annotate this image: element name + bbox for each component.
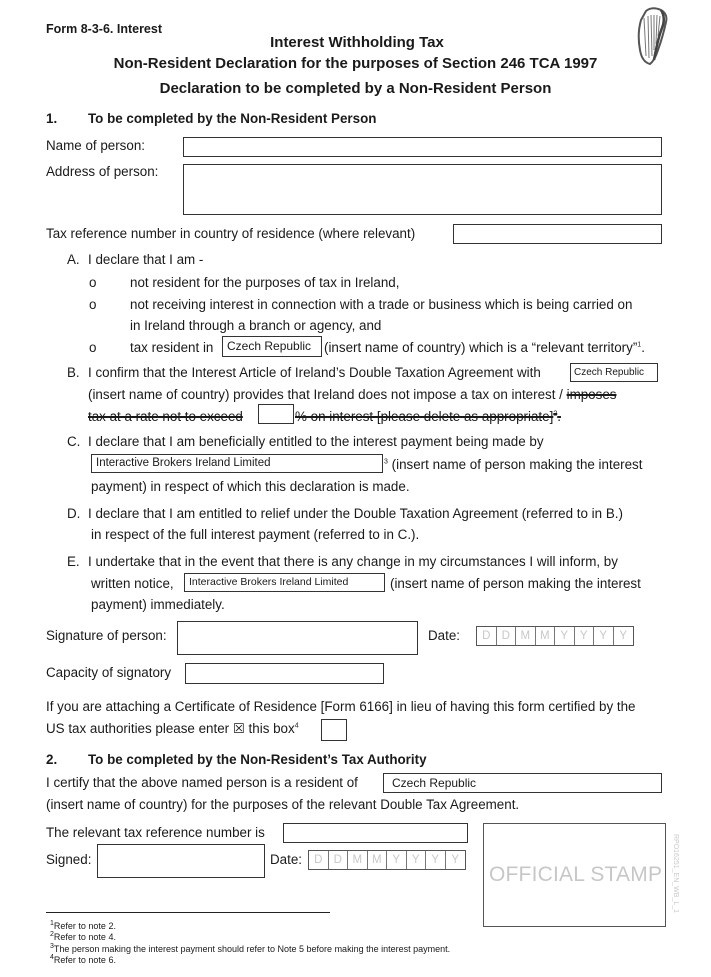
date-label: Date:: [428, 628, 461, 643]
footnote-4: $^4$Refer to note 6.: [50, 954, 116, 965]
form-code: RPO16251_EN_WB_L_1: [672, 834, 679, 913]
clause-d-letter: D.: [67, 506, 81, 521]
clause-c-letter: C.: [67, 434, 81, 449]
clause-b-line1: I confirm that the Interest Article of Ireland’s Double Taxation Agreement with: [88, 365, 541, 380]
tax-rate-input[interactable]: [258, 404, 294, 424]
authority-date-input[interactable]: [308, 850, 466, 870]
footnote-3: $^3$The person making the interest payment should refer to Note 5 before making the interest payment.: [50, 943, 451, 954]
form-title: Interest Withholding Tax: [270, 34, 444, 51]
capacity-input[interactable]: [185, 663, 384, 684]
clause-b-line3: tax at a rate not to exceed: [88, 409, 243, 424]
date-cell[interactable]: Y: [407, 851, 427, 869]
date-cell[interactable]: Y: [619, 630, 628, 642]
bullet-icon: o: [89, 297, 97, 312]
clause-a-item-1: not resident for the purposes of tax in Ireland,: [130, 275, 400, 290]
signature-input[interactable]: [177, 621, 418, 655]
authority-signature-input[interactable]: [97, 844, 265, 878]
date-cell[interactable]: M: [516, 627, 536, 645]
notify-payer-input[interactable]: Interactive Brokers Ireland Limited: [184, 573, 385, 592]
address-label: Address of person:: [46, 164, 159, 179]
section2-title: To be completed by the Non-Resident’s Tax Authority: [88, 752, 427, 767]
clause-c-line2-suffix: $^3$ (insert name of person making the interest: [384, 457, 643, 472]
certificate-checkbox[interactable]: [321, 719, 347, 741]
clause-a-item-3-prefix: tax resident in: [130, 340, 214, 355]
date-cell[interactable]: D: [309, 851, 329, 869]
official-stamp-label: OFFICIAL STAMP: [489, 863, 663, 886]
taxref-label: Tax reference number in country of residence (where relevant): [46, 226, 416, 241]
authority-taxref-label: The relevant tax reference number is: [46, 825, 265, 840]
date-cell[interactable]: Y: [451, 854, 460, 866]
name-label: Name of person:: [46, 138, 145, 153]
certify-prefix: I certify that the above named person is a resident of: [46, 775, 358, 790]
bullet-icon: o: [89, 340, 97, 355]
address-input[interactable]: [183, 164, 662, 215]
date-cell[interactable]: D: [329, 851, 349, 869]
clause-a-item-2-cont: in Ireland through a branch or agency, and: [130, 318, 382, 333]
clause-a-item-3-suffix: (insert name of country) which is a “relevant territory”$^1$.: [324, 340, 645, 355]
capacity-label: Capacity of signatory: [46, 665, 172, 680]
authority-country-input[interactable]: Czech Republic: [383, 773, 662, 793]
date-cell[interactable]: Y: [555, 627, 575, 645]
certificate-line2: US tax authorities please enter ☒ this box$^4$: [46, 721, 299, 736]
clause-d-line1: I declare that I am entitled to relief under the Double Taxation Agreement (referred to in B.): [88, 506, 623, 521]
authority-date-label: Date:: [270, 852, 303, 867]
clause-a-letter: A.: [67, 252, 80, 267]
date-cell[interactable]: Y: [575, 627, 595, 645]
clause-e-line2-prefix: written notice,: [91, 576, 174, 591]
taxref-input[interactable]: [453, 224, 662, 244]
tax-resident-country-input[interactable]: Czech Republic: [222, 336, 322, 357]
date-cell[interactable]: Y: [387, 851, 407, 869]
form-subtitle: Non-Resident Declaration for the purposes of Section 246 TCA 1997: [113, 55, 598, 72]
footnote-1: $^1$Refer to note 2.: [50, 920, 116, 931]
dta-country-input[interactable]: Czech Republic: [570, 363, 658, 382]
date-cell[interactable]: M: [368, 851, 388, 869]
date-cell[interactable]: M: [348, 851, 368, 869]
footnote-divider: [46, 912, 330, 913]
clause-a-item-2: not receiving interest in connection with a trade or business which is being carried on: [130, 297, 633, 312]
clause-c-line1: I declare that I am beneficially entitled to the interest payment being made by: [88, 434, 544, 449]
section1-title: To be completed by the Non-Resident Person: [88, 111, 377, 126]
section1-number: 1.: [46, 111, 58, 126]
date-cell[interactable]: D: [497, 627, 517, 645]
name-input[interactable]: [183, 137, 662, 157]
footnote-2: $^2$Refer to note 4.: [50, 931, 116, 942]
clause-b-letter: B.: [67, 365, 80, 380]
clause-b-line2: (insert name of country) provides that Ireland does not impose a tax on interest / imposes: [88, 387, 617, 402]
clause-a-intro: I declare that I am -: [88, 252, 204, 267]
date-cell[interactable]: Y: [594, 627, 614, 645]
bullet-icon: o: [89, 275, 97, 290]
clause-e-line1: I undertake that in the event that there is any change in my circumstances I will inform, by: [88, 554, 618, 569]
signature-label: Signature of person:: [46, 628, 167, 643]
clause-d-line2: in respect of the full interest payment (referred to in C.).: [91, 527, 420, 542]
section2-number: 2.: [46, 752, 58, 767]
clause-b-line3-end: % on interest [please delete as appropriate]$^2$.: [295, 409, 561, 424]
certificate-line1: If you are attaching a Certificate of Residence [Form 6166] in lieu of having this form certified by the: [46, 699, 636, 714]
form-heading: Declaration to be completed by a Non-Resident Person: [159, 80, 552, 97]
form-id: Form 8-3-6. Interest: [46, 22, 163, 36]
authority-taxref-input[interactable]: [283, 823, 468, 843]
certify-line2: (insert name of country) for the purposes of the relevant Double Tax Agreement.: [46, 797, 520, 812]
date-cell[interactable]: Y: [426, 851, 446, 869]
date-cell[interactable]: D: [477, 627, 497, 645]
signed-label: Signed:: [46, 852, 92, 867]
signature-date-input[interactable]: [476, 626, 634, 646]
clause-e-line2-suffix: (insert name of person making the interest: [390, 576, 641, 591]
payer-name-input[interactable]: Interactive Brokers Ireland Limited: [91, 454, 383, 473]
clause-c-line3: payment) in respect of which this declaration is made.: [91, 479, 410, 494]
clause-e-line3: payment) immediately.: [91, 597, 225, 612]
harp-icon: [636, 6, 670, 66]
date-cell[interactable]: M: [536, 627, 556, 645]
clause-e-letter: E.: [67, 554, 80, 569]
